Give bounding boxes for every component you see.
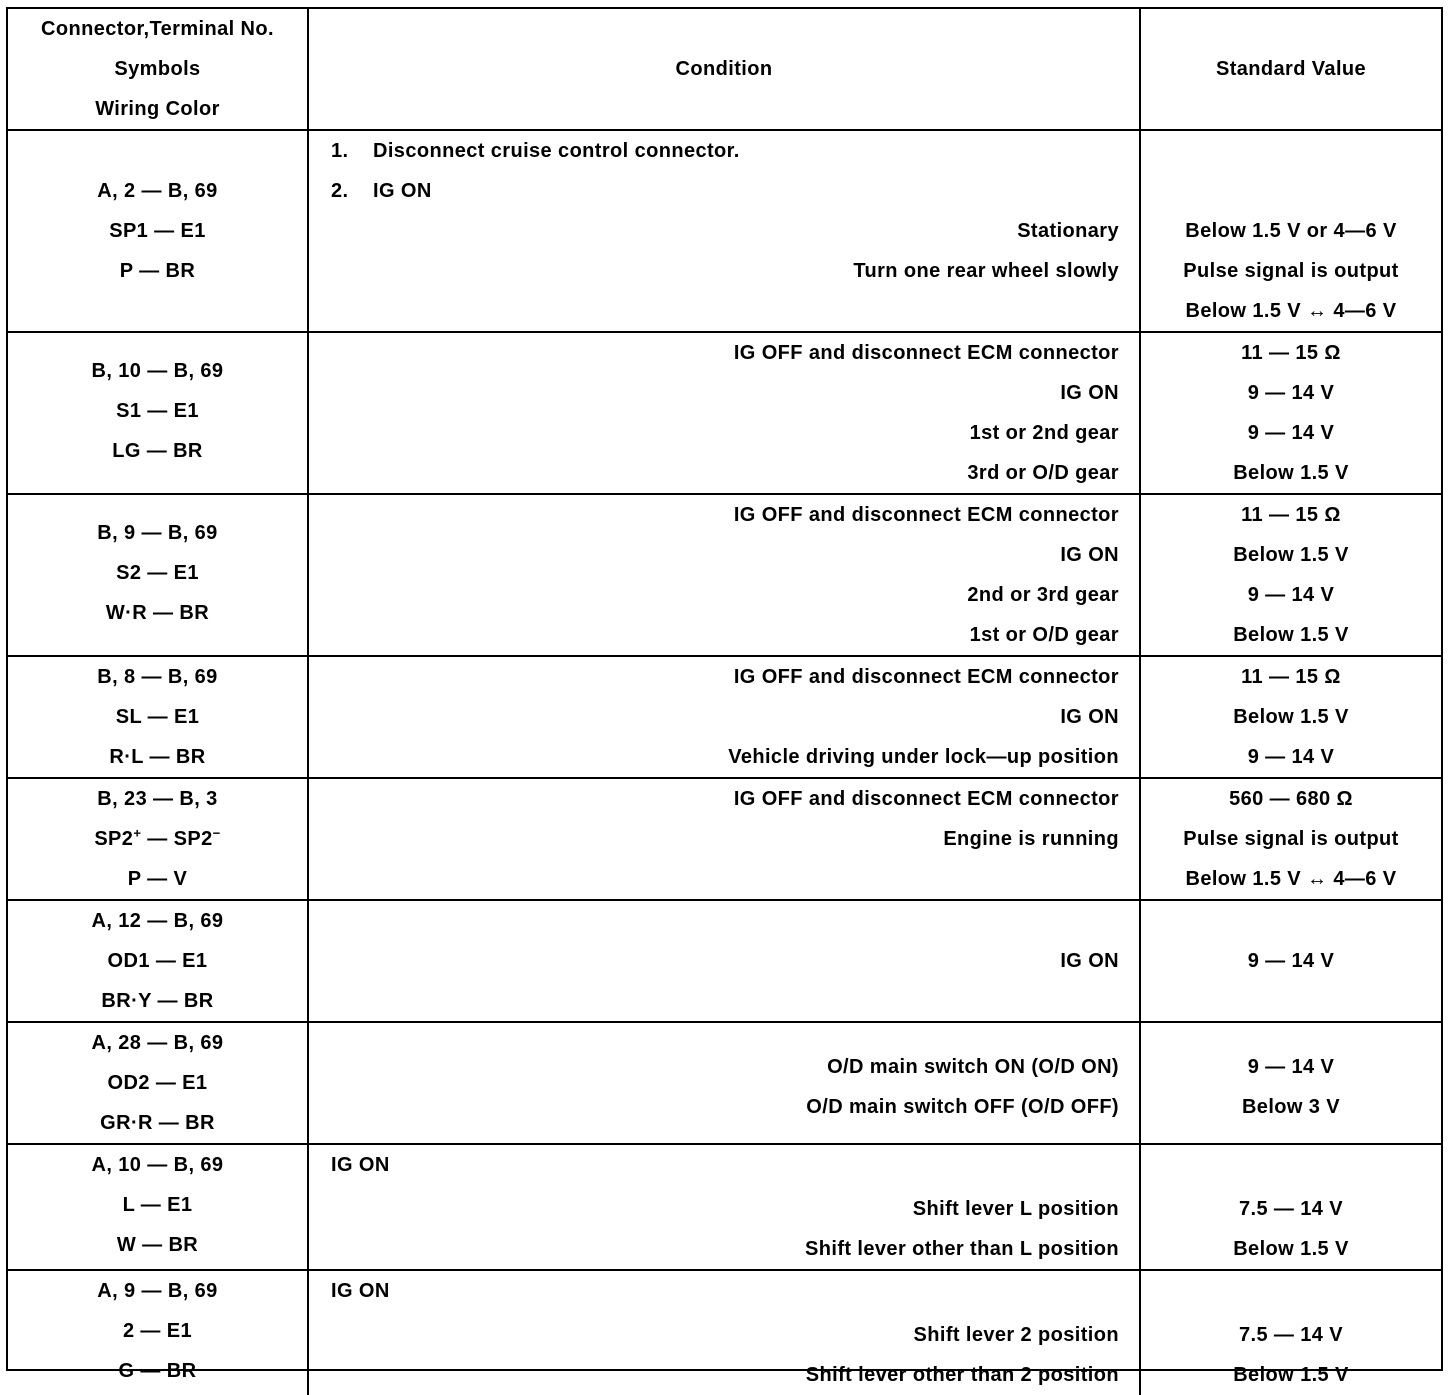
condition-cell	[308, 494, 1140, 656]
table-row	[8, 778, 1441, 900]
terminal-line: P — V	[127, 868, 188, 890]
procedure-step: IG ON	[331, 1154, 390, 1176]
polarity-minus: −	[212, 825, 221, 841]
value-line: Below 1.5 V ↔ 4—6 V	[1185, 868, 1397, 890]
value-line: Below 1.5 V	[1233, 706, 1349, 728]
value-line: Below 3 V	[1241, 1096, 1341, 1118]
value-cell	[1140, 494, 1441, 656]
value-line: 11 — 15 Ω	[1241, 666, 1341, 688]
terminal-line: A, 10 — B, 69	[91, 1154, 224, 1176]
header-condition: Condition	[308, 9, 1140, 130]
condition-cell	[308, 778, 1140, 900]
value-cell	[1140, 900, 1441, 1022]
terminal-line: G — BR	[118, 1360, 197, 1382]
value-line: Below 1.5 V ↔ 4—6 V	[1185, 300, 1397, 322]
header-terminal-line: Symbols	[114, 58, 201, 80]
value-line: Pulse signal is output	[1183, 260, 1399, 282]
procedure-step	[309, 131, 1139, 171]
table-row	[8, 332, 1441, 494]
step-number: 2.	[331, 180, 349, 202]
procedure-step	[309, 171, 1139, 211]
terminal-cell	[8, 656, 308, 778]
condition-line: IG OFF and disconnect ECM connector	[733, 666, 1119, 688]
terminal-line: B, 8 — B, 69	[97, 666, 218, 688]
terminal-cell	[8, 1022, 308, 1144]
condition-line: IG OFF and disconnect ECM connector	[733, 504, 1119, 526]
condition-line: Shift lever other than L position	[805, 1238, 1119, 1260]
condition-cell	[308, 1270, 1140, 1395]
terminal-line: W — BR	[116, 1234, 199, 1256]
terminal-line: GR·R — BR	[100, 1112, 215, 1134]
condition-line: O/D main switch OFF (O/D OFF)	[806, 1096, 1119, 1118]
value-line: Below 1.5 V or 4—6 V	[1185, 220, 1397, 242]
terminal-cell	[8, 332, 308, 494]
terminal-line: BR·Y — BR	[101, 990, 214, 1012]
table-row	[8, 1144, 1441, 1270]
value-line: Pulse signal is output	[1183, 828, 1399, 850]
terminal-line: LG — BR	[112, 440, 203, 462]
value-line: 11 — 15 Ω	[1241, 504, 1341, 526]
table-row	[8, 1022, 1441, 1144]
condition-cell	[308, 656, 1140, 778]
value-line: Below 1.5 V	[1233, 624, 1349, 646]
value-line: 9 — 14 V	[1247, 746, 1335, 768]
value-line: 7.5 — 14 V	[1238, 1324, 1344, 1346]
header-standard-value: Standard Value	[1140, 9, 1441, 130]
value-cell	[1140, 130, 1441, 332]
terminal-cell	[8, 130, 308, 332]
terminal-line: SL — E1	[115, 706, 200, 728]
terminal-line: W·R — BR	[105, 602, 210, 624]
condition-line: Shift lever L position	[912, 1198, 1119, 1220]
condition-line: Engine is running	[943, 828, 1119, 850]
value-line: 11 — 15 Ω	[1241, 342, 1341, 364]
condition-line: IG ON	[1060, 706, 1119, 728]
value-line: 9 — 14 V	[1247, 950, 1335, 972]
condition-line: IG OFF and disconnect ECM connector	[733, 788, 1119, 810]
condition-line: O/D main switch ON (O/D ON)	[827, 1056, 1119, 1078]
terminal-cell	[8, 1144, 308, 1270]
terminal-line: A, 28 — B, 69	[91, 1032, 224, 1054]
condition-line: Stationary	[1017, 220, 1119, 242]
value-line: Below 1.5 V	[1233, 544, 1349, 566]
header-terminal-line: Wiring Color	[95, 98, 220, 120]
condition-cell	[308, 1144, 1140, 1270]
condition-cell	[308, 900, 1140, 1022]
header-terminal-line: Connector,Terminal No.	[41, 18, 274, 40]
terminal-line: A, 12 — B, 69	[91, 910, 224, 932]
condition-line: IG OFF and disconnect ECM connector	[733, 342, 1119, 364]
value-cell	[1140, 1270, 1441, 1395]
terminal-line: SP1 — E1	[109, 220, 206, 242]
step-text: Disconnect cruise control connector.	[373, 140, 740, 162]
value-cell	[1140, 778, 1441, 900]
value-line: Below 1.5 V	[1233, 462, 1349, 484]
ecm-terminal-inspection-table	[8, 9, 1441, 1395]
condition-line: 1st or 2nd gear	[969, 422, 1119, 444]
terminal-line: S2 — E1	[116, 562, 199, 584]
condition-line: 1st or O/D gear	[969, 624, 1119, 646]
terminal-line: P — BR	[119, 260, 196, 282]
value-line: 7.5 — 14 V	[1238, 1198, 1344, 1220]
table-row	[8, 900, 1441, 1022]
value-line: Below 1.5 V	[1233, 1238, 1349, 1260]
terminal-symbol: SP2	[173, 828, 213, 850]
value-cell	[1140, 1022, 1441, 1144]
terminal-line: R·L — BR	[109, 746, 206, 768]
terminal-cell	[8, 900, 308, 1022]
terminal-cell	[8, 778, 308, 900]
polarity-plus: +	[133, 825, 142, 841]
condition-line: IG ON	[1060, 950, 1119, 972]
terminal-cell	[8, 1270, 308, 1395]
condition-line: Turn one rear wheel slowly	[853, 260, 1119, 282]
inspection-table-frame	[6, 7, 1443, 1386]
value-line: 9 — 14 V	[1247, 584, 1335, 606]
value-cell	[1140, 332, 1441, 494]
terminal-line: 2 — E1	[122, 1320, 193, 1342]
step-number: 1.	[331, 140, 349, 162]
header-terminal	[8, 9, 308, 130]
condition-line: Shift lever 2 position	[913, 1324, 1119, 1346]
terminal-line: S1 — E1	[116, 400, 199, 422]
condition-line	[309, 859, 1139, 899]
step-text: IG ON	[373, 180, 432, 202]
condition-line: 2nd or 3rd gear	[967, 584, 1119, 606]
value-line: 9 — 14 V	[1247, 1056, 1335, 1078]
terminal-line	[8, 819, 307, 859]
terminal-line: OD1 — E1	[107, 950, 208, 972]
condition-line: IG ON	[1060, 382, 1119, 404]
value-line: Below 1.5 V	[1233, 1364, 1349, 1386]
table-row	[8, 1270, 1441, 1395]
condition-line: Shift lever other than 2 position	[805, 1364, 1119, 1386]
terminal-line: B, 10 — B, 69	[91, 360, 224, 382]
terminal-dash: —	[141, 828, 174, 850]
value-line: 9 — 14 V	[1247, 422, 1335, 444]
terminal-line: A, 9 — B, 69	[97, 1280, 218, 1302]
value-cell	[1140, 656, 1441, 778]
header-row	[8, 9, 1441, 130]
condition-line: IG ON	[1060, 544, 1119, 566]
condition-cell	[308, 130, 1140, 332]
condition-cell	[308, 332, 1140, 494]
condition-cell	[308, 1022, 1140, 1144]
value-line: 9 — 14 V	[1247, 382, 1335, 404]
terminal-line: OD2 — E1	[107, 1072, 208, 1094]
table-row	[8, 130, 1441, 332]
terminal-symbol: SP2	[94, 828, 134, 850]
terminal-line: A, 2 — B, 69	[97, 180, 218, 202]
condition-line	[309, 291, 1139, 331]
terminal-line: L — E1	[122, 1194, 193, 1216]
condition-line: 3rd or O/D gear	[967, 462, 1119, 484]
procedure-step: IG ON	[331, 1280, 390, 1302]
terminal-cell	[8, 494, 308, 656]
terminal-line: B, 23 — B, 3	[97, 788, 218, 810]
table-row	[8, 656, 1441, 778]
table-row	[8, 494, 1441, 656]
value-line: 560 — 680 Ω	[1229, 788, 1353, 810]
terminal-line: B, 9 — B, 69	[97, 522, 218, 544]
value-cell	[1140, 1144, 1441, 1270]
condition-line: Vehicle driving under lock—up position	[728, 746, 1119, 768]
